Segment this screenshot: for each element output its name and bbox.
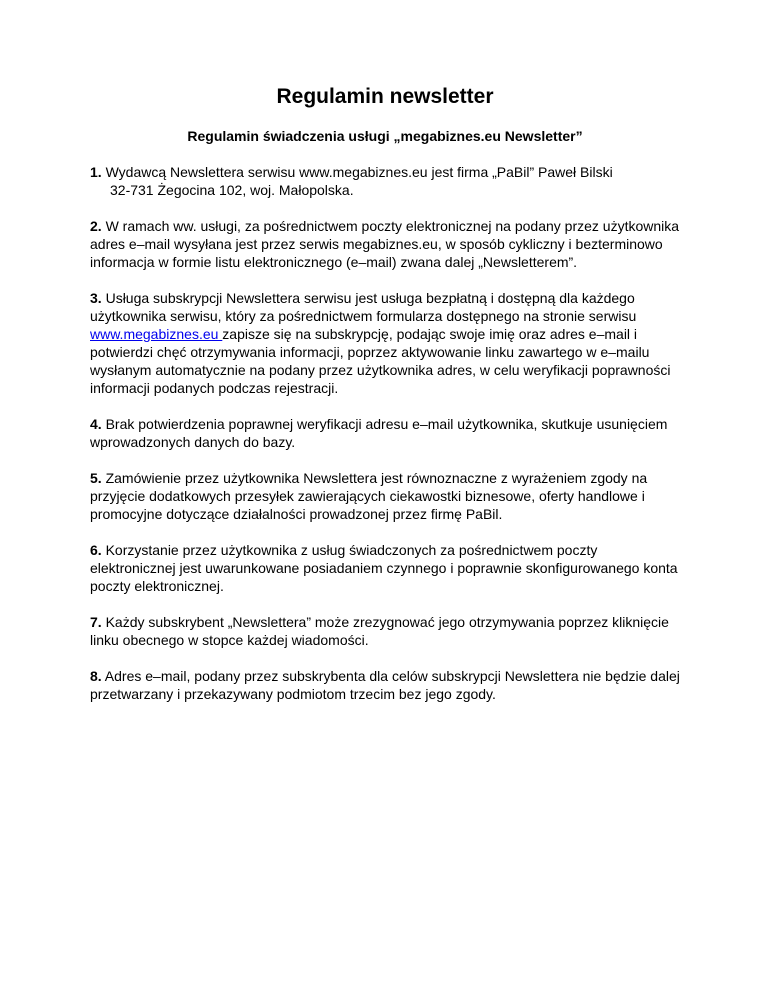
paragraph-7 (90, 613, 680, 649)
paragraph-text: W ramach ww. usługi, za pośrednictwem poczty elektronicznej na podany przez użytkownika adres e–mail wysyłana jest przez serwis megabiznes.eu, w sposób cykliczny i bezterminowo informacja w formie listu elektronicznego (e–mail) zwana dalej „Newsletterem”. (90, 218, 680, 270)
paragraph-number: 6. (90, 542, 102, 558)
paragraph-number: 2. (90, 218, 102, 234)
document-title: Regulamin newsletter (276, 85, 494, 108)
document-subtitle: Regulamin świadczenia usługi „megabiznes.eu Newsletter” (187, 128, 583, 144)
paragraph-text: Adres e–mail, podany przez subskrybenta dla celów subskrypcji Newslettera nie będzie dalej przetwarzany i przekazywany podmiotom trzecim bez jego zgody. (90, 668, 680, 702)
company-address: 32-731 Żegocina 102, woj. Małopolska. (110, 182, 354, 198)
paragraph-number: 5. (90, 470, 102, 486)
paragraph-8 (90, 667, 680, 703)
paragraph-number: 7. (90, 614, 102, 630)
paragraph-text: Usługa subskrypcji Newslettera serwisu jest usługa bezpłatną i dostępną dla każdego użytkownika serwisu, który za pośrednictwem formularza dostępnego na stronie serwisu (90, 290, 637, 324)
paragraph-5 (90, 469, 680, 523)
paragraph-4 (90, 415, 680, 451)
paragraph-text: Zamówienie przez użytkownika Newslettera jest równoznaczne z wyrażeniem zgody na przyjęcie dodatkowych przesyłek zawierających ciekawostki biznesowe, oferty handlowe i promocyjne dotyczące działalności prowadzonej przez firmę PaBil. (90, 470, 648, 522)
paragraph-number: 8. (90, 668, 102, 684)
paragraph-text-continued: zapisze się na subskrypcję, podając swoje imię oraz adres e–mail i potwierdzi chęć otrzymywania informacji, poprzez aktywowanie linku zawartego w e–mailu wysłanym automatycznie na podany przez użytkownika adres, w celu weryfikacji poprawności informacji podanych podczas rejestracji. (90, 326, 671, 396)
paragraph-2 (90, 217, 680, 271)
paragraph-text: Każdy subskrybent „Newslettera” może zrezygnować jego otrzymywania poprzez kliknięcie linku obecnego w stopce każdej wiadomości. (90, 614, 669, 648)
document-page (90, 84, 680, 721)
paragraph-number: 4. (90, 416, 102, 432)
paragraph-text: Korzystanie przez użytkownika z usług świadczonych za pośrednictwem poczty elektronicznej jest uwarunkowane posiadaniem czynnego i poprawnie skonfigurowanego konta poczty elektronicznej. (90, 542, 678, 594)
paragraph-number: 1. (90, 164, 102, 180)
paragraph-text: Brak potwierdzenia poprawnej weryfikacji adresu e–mail użytkownika, skutkuje usunięciem wprowadzonych danych do bazy. (90, 416, 668, 450)
paragraph-text: Wydawcą Newslettera serwisu www.megabiznes.eu jest firma „PaBil” Paweł Bilski (101, 164, 613, 180)
paragraph-number: 3. (90, 290, 102, 306)
paragraph-6 (90, 541, 680, 595)
website-link[interactable]: www.megabiznes.eu (90, 326, 223, 342)
paragraph-1 (90, 163, 680, 199)
paragraph-3 (90, 289, 680, 397)
